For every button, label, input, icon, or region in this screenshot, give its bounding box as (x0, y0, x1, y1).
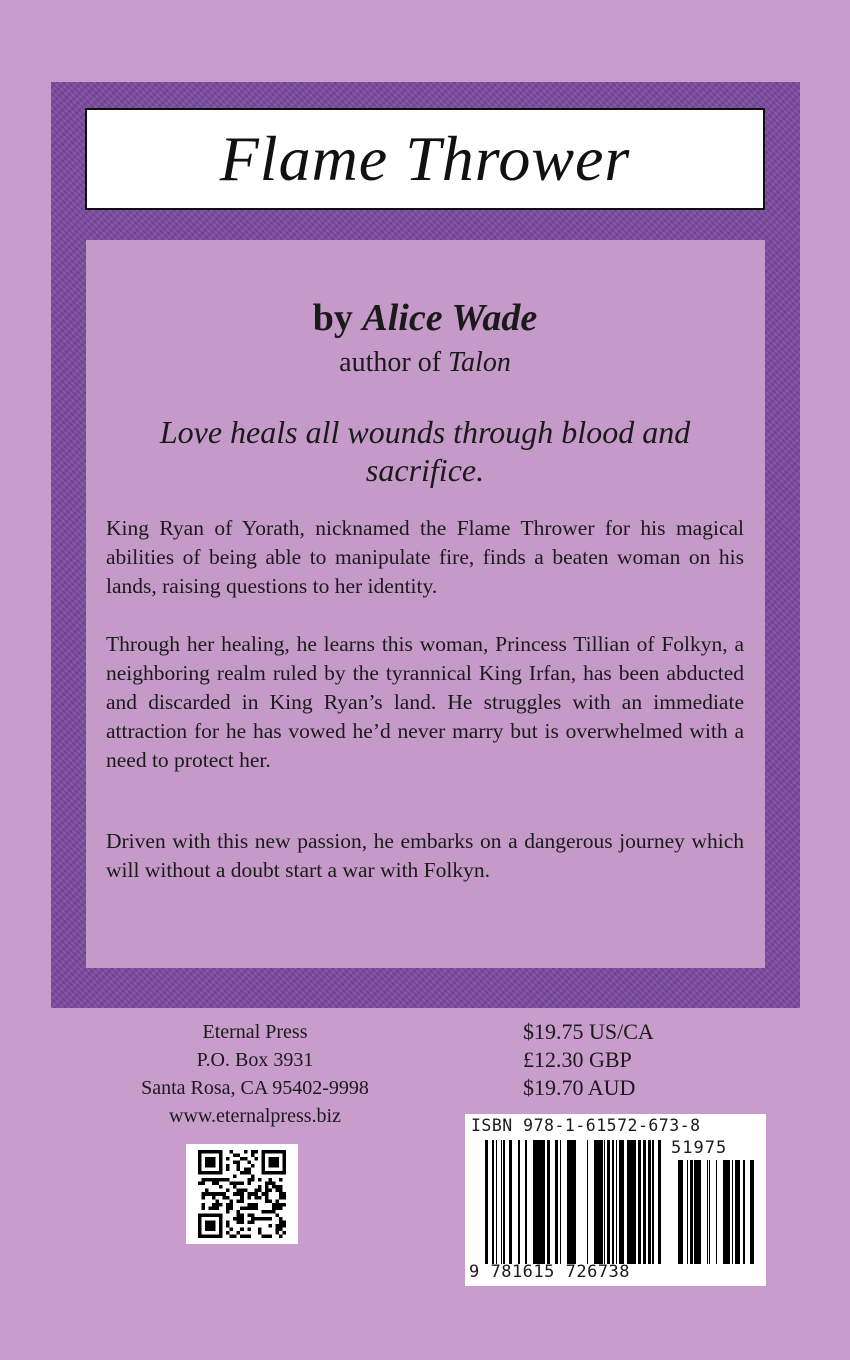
publisher-name: Eternal Press (202, 1021, 308, 1043)
price-list (523, 1018, 654, 1102)
price-gbp: £12.30 GBP (523, 1047, 632, 1072)
publisher-city: Santa Rosa, CA 95402-9998 (141, 1077, 369, 1099)
publisher-website[interactable]: www.eternalpress.biz (169, 1105, 341, 1127)
ean-number: 9 781615 726738 (469, 1262, 631, 1282)
previous-title: Talon (448, 347, 511, 378)
ean-barcode-bars (485, 1140, 661, 1264)
author-name: Alice Wade (362, 297, 538, 339)
qr-code-icon (186, 1144, 298, 1244)
blurb-paragraph-3: Driven with this new passion, he embarks on a dangerous journey which will without a doubt start a war with Folkyn. (106, 829, 744, 882)
tagline: Love heals all wounds through blood and sacrifice. (159, 414, 691, 488)
barcode-addon-label: 51975 (671, 1138, 728, 1158)
blurb-paragraph-2: Through her healing, he learns this woman, Princess Tillian of Folkyn, a neighboring realm ruled by the tyrannical King Irfan, has been abducted and discarded in King Ryan’s land. He struggles with an immediate attraction for he has vowed he’d never marry but is overwhelmed with a need to protect her. (106, 632, 744, 772)
addon-barcode-bars (671, 1160, 755, 1264)
author-line (0, 296, 850, 340)
author-prefix: by (312, 297, 363, 339)
barcode-icon (465, 1114, 766, 1286)
publisher-po-box: P.O. Box 3931 (196, 1049, 314, 1071)
title-box (85, 108, 765, 210)
price-aud: $19.70 AUD (523, 1075, 636, 1100)
previous-work-line (0, 347, 850, 379)
isbn-label: ISBN 978-1-61572-673-8 (471, 1116, 701, 1135)
blurb-paragraph-1: King Ryan of Yorath, nicknamed the Flame Thrower for his magical abilities of being able to manipulate fire, finds a beaten woman on his lands, raising questions to her identity. (106, 516, 744, 598)
publisher-info (100, 1018, 410, 1130)
price-us-ca: $19.75 US/CA (523, 1019, 654, 1044)
book-title: Flame Thrower (219, 123, 631, 194)
previous-prefix: author of (339, 347, 449, 378)
